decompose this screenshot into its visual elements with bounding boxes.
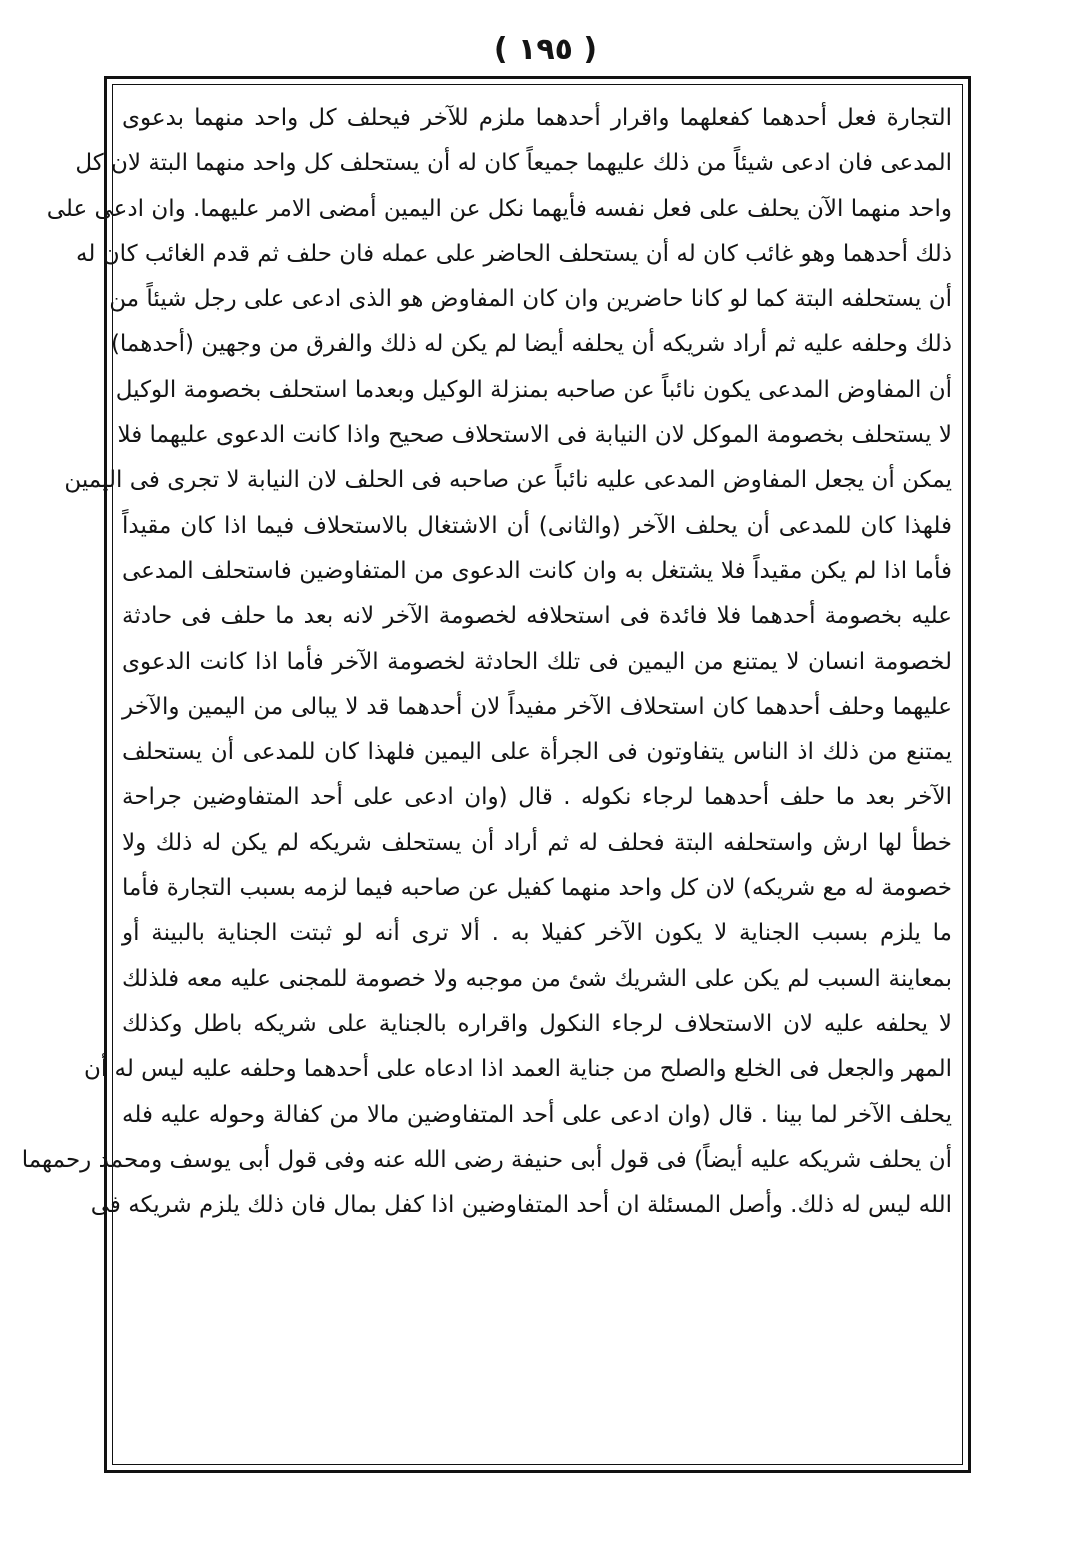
- text-line: ذلك وحلفه عليه ثم أراد شريكه أن يحلفه أيضا لم يكن له ذلك والفرق من وجهين (أحدهما): [110, 331, 952, 358]
- text-line: خطأ لها ارش واستحلفه البتة فحلف له ثم أراد أن يستحلف شريكه لم يكن له ذلك ولا: [122, 829, 952, 856]
- page-number: ( ١٩٥ ): [493, 32, 598, 67]
- text-line: أن يحلف شريكه عليه أيضاً) فى قول أبى حنيفة رضى الله عنه وفى قول أبى يوسف ومحمد رحمهما: [21, 1146, 952, 1173]
- text-line: لا يحلفه عليه لان الاستحلاف لرجاء النكول واقراره بالجناية على شريكه باطل وكذلك: [122, 1010, 952, 1037]
- text-line: لا يستحلف بخصومة الموكل لان النيابة فى الاستحلاف صحيح واذا كانت الدعوى عليهما فلا: [117, 422, 952, 449]
- text-line: عليهما وحلف أحدهما كان استحلاف الآخر مفيداً لان أحدهما قد لا يبالى من اليمين والآخر: [122, 693, 952, 720]
- text-line: الآخر بعد ما حلف أحدهما لرجاء نكوله . قال (وان ادعى على أحد المتفاوضين جراحة: [122, 784, 952, 811]
- text-line: أن المفاوض المدعى يكون نائباً عن صاحبه بمنزلة الوكيل وبعدما استحلف بخصومة الوكيل: [115, 376, 952, 403]
- text-line: التجارة فعل أحدهما كفعلهما واقرار أحدهما ملزم للآخر فيحلف كل واحد منهما بدعوى: [122, 105, 952, 131]
- text-line: واحد منهما الآن يحلف على فعل نفسه فأيهما نكل عن اليمين أمضى الامر عليهما. وان ادعى على: [46, 195, 952, 222]
- text-line: يمكن أن يجعل المفاوض المدعى عليه نائباً عن صاحبه فى الحلف لان النيابة لا تجرى فى اليمين: [64, 467, 952, 494]
- text-line: يمتنع من ذلك اذ الناس يتفاوتون فى الجرأة على اليمين فلهذا كان للمدعى أن يستحلف: [122, 739, 952, 766]
- text-line: يحلف الآخر لما بينا . قال (وان ادعى على أحد المتفاوضين مالا من كفالة وحوله عليه فله: [122, 1101, 952, 1128]
- text-line: بمعاينة السبب لم يكن على الشريك شئ من موجبه ولا خصومة للمجنى عليه معه فلذلك: [122, 965, 952, 992]
- text-line: فأما اذا لم يكن مقيداً فلا يشتغل به وان كانت الدعوى من المتفاوضين فاستحلف المدعى: [122, 557, 952, 584]
- text-line: لخصومة انسان لا يمتنع من اليمين فى تلك الحادثة لخصومة الآخر فأما اذا كانت الدعوى: [122, 648, 952, 675]
- text-line: عليه بخصومة أحدهما فلا فائدة فى استحلافه لخصومة الآخر لانه بعد ما حلف فى حادثة: [122, 603, 952, 630]
- text-line: خصومة له مع شريكه) لان كل واحد منهما كفيل عن صاحبه فيما لزمه بسبب التجارة فأما: [122, 875, 952, 902]
- text-line: المهر والجعل فى الخلع والصلح من جناية العمد اذا ادعاه على أحدهما وحلفه عليه ليس له أن: [83, 1056, 952, 1083]
- text-line: أن يستحلفه البتة كما لو كانا حاضرين وان كان المفاوض هو الذى ادعى على رجل شيئاً من: [109, 286, 952, 313]
- text-line: المدعى فان ادعى شيئاً من ذلك عليهما جميعاً كان له أن يستحلف كل واحد منهما البتة لان كل: [75, 150, 952, 177]
- text-line: فلهذا كان للمدعى أن يحلف الآخر (والثانى) أن الاشتغال بالاستحلاف فيما اذا كان مقيداً: [122, 512, 952, 539]
- text-line: الله ليس له ذلك. وأصل المسئلة ان أحد المتفاوضين اذا كفل بمال فان ذلك يلزم شريكه فى: [90, 1192, 952, 1219]
- text-body: [21, 96, 952, 1456]
- text-line: ذلك أحدهما وهو غائب كان له أن يستحلف الحاضر على عمله فان حلف ثم قدم الغائب كان له: [76, 240, 952, 267]
- text-line: ما يلزم بسبب الجناية لا يكون الآخر كفيلا به . ألا ترى أنه لو ثبتت الجناية بالبينة أو: [122, 920, 952, 947]
